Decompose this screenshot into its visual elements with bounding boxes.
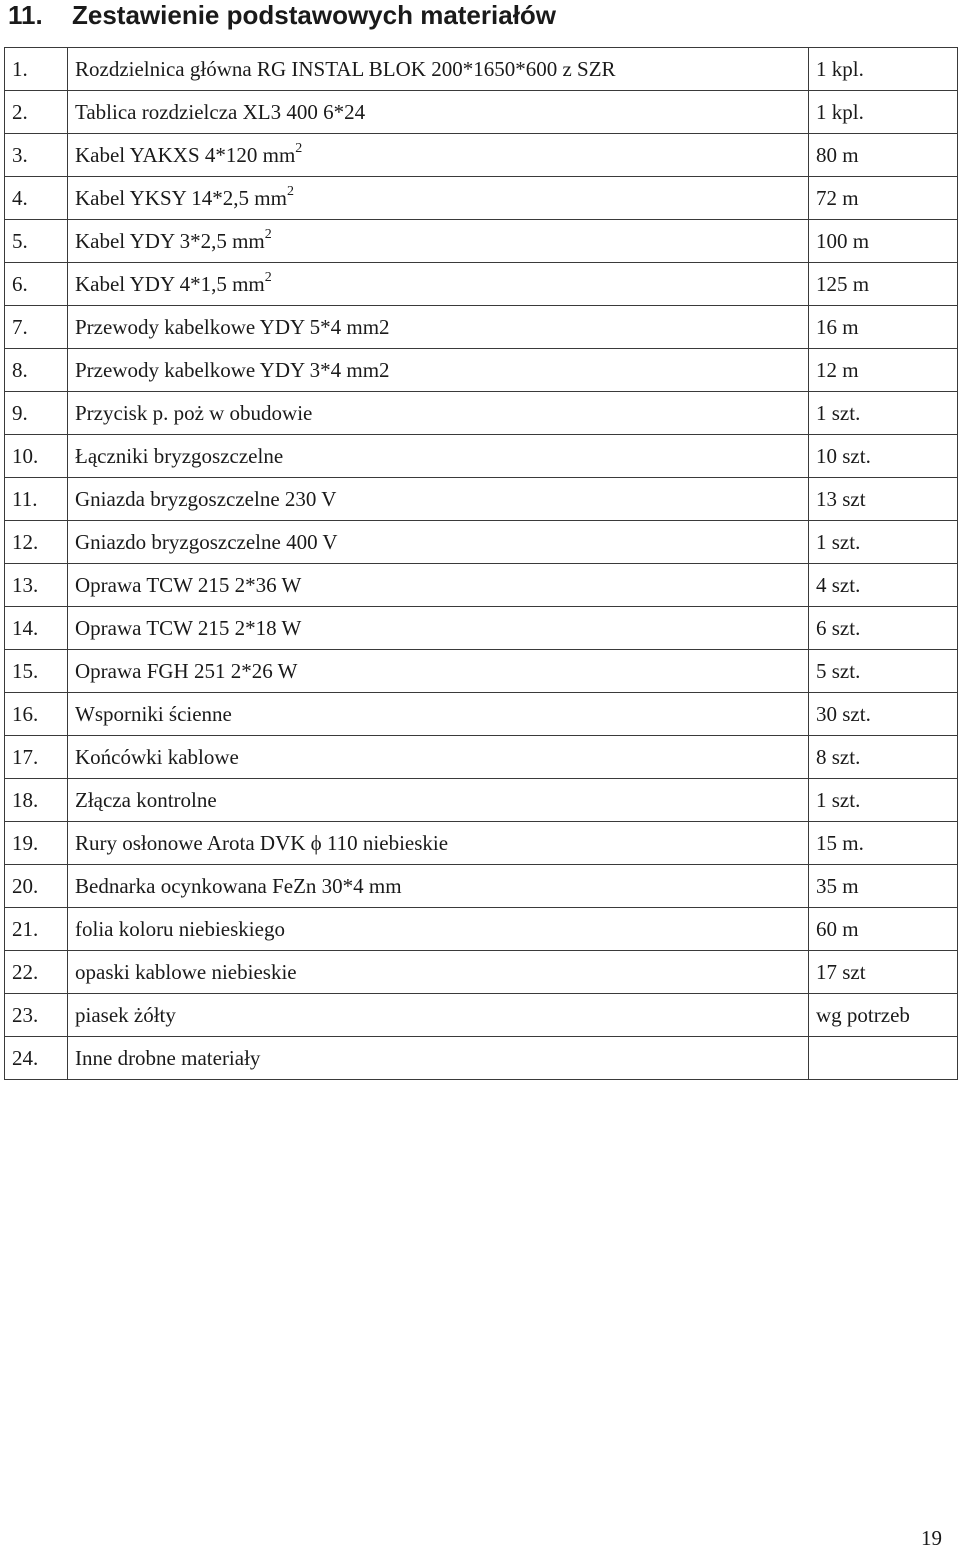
- material-name: Tablica rozdzielcza XL3 400 6*24: [75, 99, 366, 124]
- material-name: Kabel YKSY 14*2,5 mm: [75, 185, 287, 210]
- row-number-cell: 10.: [5, 435, 68, 478]
- materials-table: [4, 47, 958, 1080]
- unit-superscript: 2: [264, 226, 272, 242]
- quantity-cell: [809, 1037, 958, 1080]
- page-number: 19: [921, 1526, 942, 1550]
- table-row: [5, 478, 958, 521]
- material-name-cell: [68, 392, 809, 435]
- quantity-cell: 16 m: [809, 306, 958, 349]
- material-name-cell: [68, 693, 809, 736]
- quantity-cell: 80 m: [809, 134, 958, 177]
- quantity-cell: 17 szt: [809, 951, 958, 994]
- quantity-cell: wg potrzeb: [809, 994, 958, 1037]
- materials-table-body: [5, 48, 958, 1080]
- material-name: Oprawa TCW 215 2*18 W: [75, 615, 302, 640]
- row-number-cell: 8.: [5, 349, 68, 392]
- quantity-cell: 72 m: [809, 177, 958, 220]
- quantity-cell: 1 kpl.: [809, 48, 958, 91]
- material-name: Kabel YDY 4*1,5 mm: [75, 271, 265, 296]
- row-number-cell: 11.: [5, 478, 68, 521]
- material-name: Przycisk p. poż w obudowie: [75, 400, 313, 425]
- table-row: [5, 392, 958, 435]
- material-name-cell: [68, 779, 809, 822]
- unit-superscript: 2: [295, 140, 303, 156]
- material-name-cell: [68, 1037, 809, 1080]
- material-name-cell: [68, 220, 809, 263]
- material-name: piasek żółty: [75, 1002, 176, 1027]
- material-name-cell: [68, 435, 809, 478]
- table-row: [5, 779, 958, 822]
- row-number-cell: 3.: [5, 134, 68, 177]
- quantity-cell: 12 m: [809, 349, 958, 392]
- row-number-cell: 20.: [5, 865, 68, 908]
- quantity-cell: 4 szt.: [809, 564, 958, 607]
- material-name: Wsporniki ścienne: [75, 701, 232, 726]
- material-name: Przewody kabelkowe YDY 3*4 mm2: [75, 357, 390, 382]
- row-number-cell: 19.: [5, 822, 68, 865]
- row-number-cell: 24.: [5, 1037, 68, 1080]
- table-row: [5, 435, 958, 478]
- quantity-cell: 5 szt.: [809, 650, 958, 693]
- table-row: [5, 951, 958, 994]
- row-number-cell: 5.: [5, 220, 68, 263]
- material-name-cell: [68, 865, 809, 908]
- table-row: [5, 994, 958, 1037]
- material-name: Oprawa TCW 215 2*36 W: [75, 572, 302, 597]
- table-row: [5, 263, 958, 306]
- quantity-cell: 10 szt.: [809, 435, 958, 478]
- quantity-cell: 1 kpl.: [809, 91, 958, 134]
- material-name-cell: [68, 177, 809, 220]
- row-number-cell: 13.: [5, 564, 68, 607]
- row-number-cell: 9.: [5, 392, 68, 435]
- table-row: [5, 521, 958, 564]
- material-name-cell: [68, 822, 809, 865]
- table-row: [5, 177, 958, 220]
- row-number-cell: 17.: [5, 736, 68, 779]
- quantity-cell: 60 m: [809, 908, 958, 951]
- material-name: Końcówki kablowe: [75, 744, 239, 769]
- quantity-cell: 15 m.: [809, 822, 958, 865]
- material-name: folia koloru niebieskiego: [75, 916, 285, 941]
- material-name: Bednarka ocynkowana FeZn 30*4 mm: [75, 873, 402, 898]
- table-row: [5, 607, 958, 650]
- quantity-cell: 13 szt: [809, 478, 958, 521]
- material-name-cell: [68, 564, 809, 607]
- table-row: [5, 865, 958, 908]
- material-name-cell: [68, 48, 809, 91]
- material-name: Łączniki bryzgoszczelne: [75, 443, 284, 468]
- material-name: Kabel YAKXS 4*120 mm: [75, 142, 296, 167]
- table-row: [5, 349, 958, 392]
- material-name-cell: [68, 478, 809, 521]
- table-row: [5, 134, 958, 177]
- material-name-cell: [68, 994, 809, 1037]
- material-name-cell: [68, 263, 809, 306]
- material-name-cell: [68, 521, 809, 564]
- material-name-cell: [68, 607, 809, 650]
- row-number-cell: 23.: [5, 994, 68, 1037]
- material-name-cell: [68, 736, 809, 779]
- material-name: Gniazda bryzgoszczelne 230 V: [75, 486, 337, 511]
- table-row: [5, 564, 958, 607]
- section-title: Zestawienie podstawowych materiałów: [72, 0, 557, 30]
- material-name: Inne drobne materiały: [75, 1045, 261, 1070]
- material-name: Rury osłonowe Arota DVK ϕ 110 niebieskie: [75, 830, 449, 855]
- row-number-cell: 1.: [5, 48, 68, 91]
- quantity-cell: 100 m: [809, 220, 958, 263]
- quantity-cell: 35 m: [809, 865, 958, 908]
- material-name-cell: [68, 306, 809, 349]
- table-row: [5, 91, 958, 134]
- section-number: 11.: [8, 0, 43, 30]
- material-name-cell: [68, 908, 809, 951]
- row-number-cell: 4.: [5, 177, 68, 220]
- table-row: [5, 48, 958, 91]
- quantity-cell: 8 szt.: [809, 736, 958, 779]
- material-name-cell: [68, 650, 809, 693]
- material-name: Przewody kabelkowe YDY 5*4 mm2: [75, 314, 390, 339]
- material-name: Oprawa FGH 251 2*26 W: [75, 658, 298, 683]
- unit-superscript: 2: [264, 269, 272, 285]
- table-row: [5, 1037, 958, 1080]
- row-number-cell: 2.: [5, 91, 68, 134]
- row-number-cell: 22.: [5, 951, 68, 994]
- material-name: opaski kablowe niebieskie: [75, 959, 297, 984]
- quantity-cell: 1 szt.: [809, 392, 958, 435]
- material-name: Kabel YDY 3*2,5 mm: [75, 228, 265, 253]
- row-number-cell: 6.: [5, 263, 68, 306]
- quantity-cell: 1 szt.: [809, 521, 958, 564]
- unit-superscript: 2: [286, 183, 294, 199]
- material-name-cell: [68, 349, 809, 392]
- material-name-cell: [68, 951, 809, 994]
- table-row: [5, 650, 958, 693]
- row-number-cell: 15.: [5, 650, 68, 693]
- row-number-cell: 14.: [5, 607, 68, 650]
- material-name: Gniazdo bryzgoszczelne 400 V: [75, 529, 338, 554]
- row-number-cell: 21.: [5, 908, 68, 951]
- quantity-cell: 30 szt.: [809, 693, 958, 736]
- section-heading: [8, 0, 556, 30]
- row-number-cell: 18.: [5, 779, 68, 822]
- row-number-cell: 16.: [5, 693, 68, 736]
- material-name: Rozdzielnica główna RG INSTAL BLOK 200*1650*600 z SZR: [75, 56, 616, 81]
- table-row: [5, 822, 958, 865]
- quantity-cell: 6 szt.: [809, 607, 958, 650]
- table-row: [5, 220, 958, 263]
- table-row: [5, 736, 958, 779]
- material-name-cell: [68, 91, 809, 134]
- material-name-cell: [68, 134, 809, 177]
- table-row: [5, 306, 958, 349]
- quantity-cell: 125 m: [809, 263, 958, 306]
- row-number-cell: 7.: [5, 306, 68, 349]
- table-row: [5, 908, 958, 951]
- material-name: Złącza kontrolne: [75, 787, 217, 812]
- quantity-cell: 1 szt.: [809, 779, 958, 822]
- table-row: [5, 693, 958, 736]
- row-number-cell: 12.: [5, 521, 68, 564]
